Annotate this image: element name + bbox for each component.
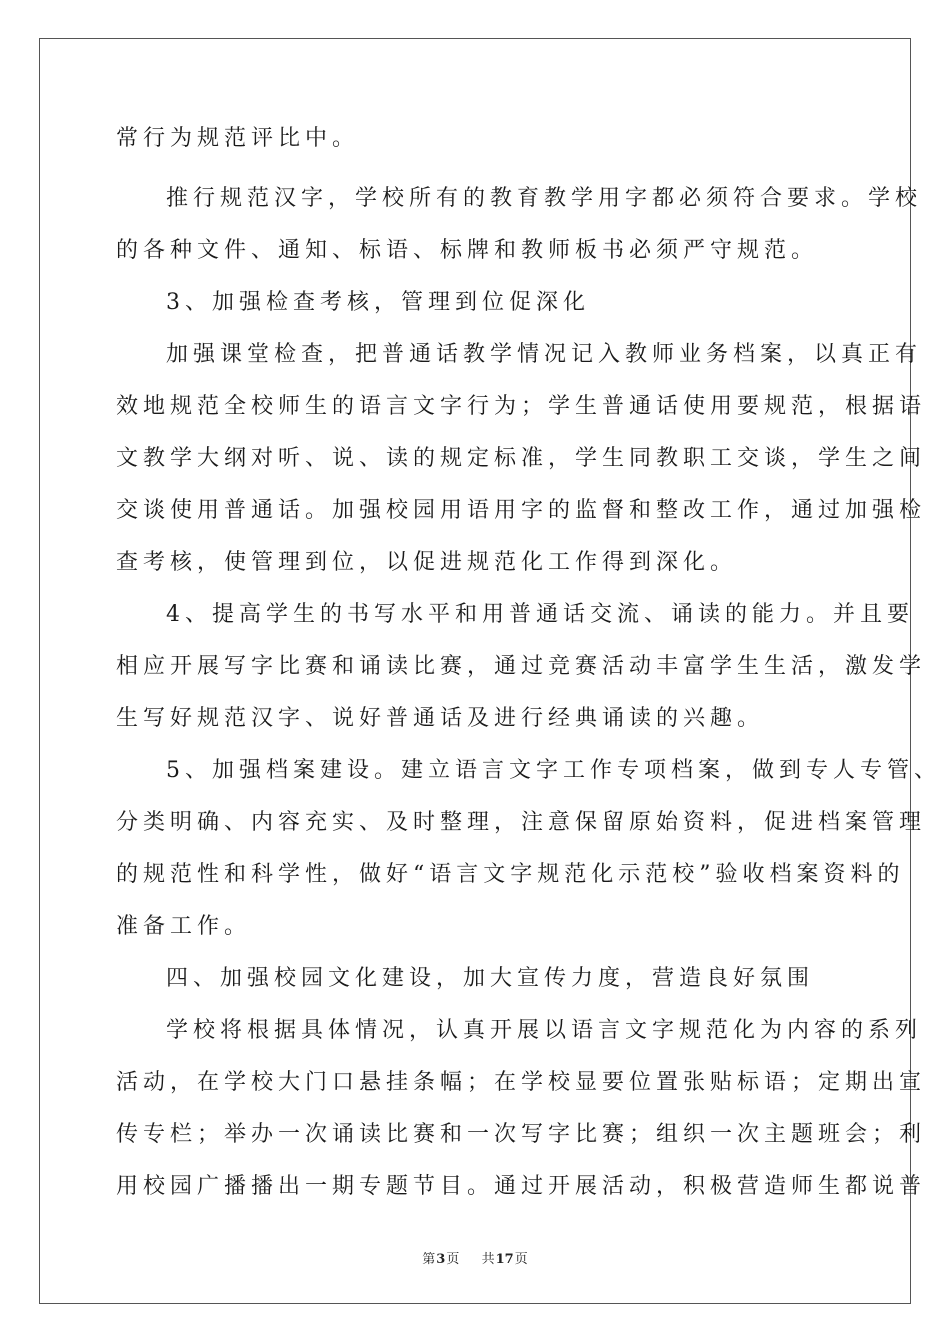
text-line: 传专栏；举办一次诵读比赛和一次写字比赛；组织一次主题班会；利 xyxy=(116,1122,927,1147)
footer-total-prefix: 共 xyxy=(481,1252,495,1267)
text-line: 效地规范全校师生的语言文字行为；学生普通话使用要规范，根据语 xyxy=(116,394,927,419)
text-line: 4、提高学生的书写水平和用普通话交流、诵读的能力。并且要 xyxy=(166,602,914,627)
text-line: 用校园广播播出一期专题节目。通过开展活动，积极营造师生都说普 xyxy=(116,1174,927,1199)
text-line: 文教学大纲对听、说、读的规定标准，学生同教职工交谈，学生之间 xyxy=(116,446,927,471)
text-line: 的各种文件、通知、标语、标牌和教师板书必须严守规范。 xyxy=(116,238,819,263)
text-line: 5、加强档案建设。建立语言文字工作专项档案，做到专人专管、 xyxy=(166,758,941,783)
text-line: 加强课堂检查，把普通话教学情况记入教师业务档案，以真正有 xyxy=(166,342,923,367)
section-heading: 四、加强校园文化建设，加大宣传力度，营造良好氛围 xyxy=(166,966,815,991)
text-line: 学校将根据具体情况，认真开展以语言文字规范化为内容的系列 xyxy=(166,1018,923,1043)
text-line: 推行规范汉字，学校所有的教育教学用字都必须符合要求。学校 xyxy=(166,186,923,211)
footer-total-suffix: 页 xyxy=(514,1252,528,1267)
footer-page-prefix: 第 xyxy=(422,1252,436,1267)
footer-page-number: 3 xyxy=(436,1252,446,1267)
text-line: 生写好规范汉字、说好普通话及进行经典诵读的兴趣。 xyxy=(116,706,765,731)
text-line: 分类明确、内容充实、及时整理，注意保留原始资料，促进档案管理 xyxy=(116,810,927,835)
text-line: 活动，在学校大门口悬挂条幅；在学校显要位置张贴标语；定期出宣 xyxy=(116,1070,927,1095)
section-heading: 3、加强检查考核，管理到位促深化 xyxy=(166,290,590,315)
footer-total-pages: 17 xyxy=(495,1252,514,1267)
page-footer xyxy=(0,1248,950,1267)
text-line: 常行为规范评比中。 xyxy=(116,126,360,151)
footer-page-suffix: 页 xyxy=(446,1252,460,1267)
text-line: 相应开展写字比赛和诵读比赛，通过竞赛活动丰富学生生活，激发学 xyxy=(116,654,927,679)
text-line: 准备工作。 xyxy=(116,914,252,939)
text-line: 查考核，使管理到位，以促进规范化工作得到深化。 xyxy=(116,550,738,575)
text-line: 交谈使用普通话。加强校园用语用字的监督和整改工作，通过加强检 xyxy=(116,498,927,523)
text-line: 的规范性和科学性，做好“语言文字规范化示范校”验收档案资料的 xyxy=(116,862,905,887)
